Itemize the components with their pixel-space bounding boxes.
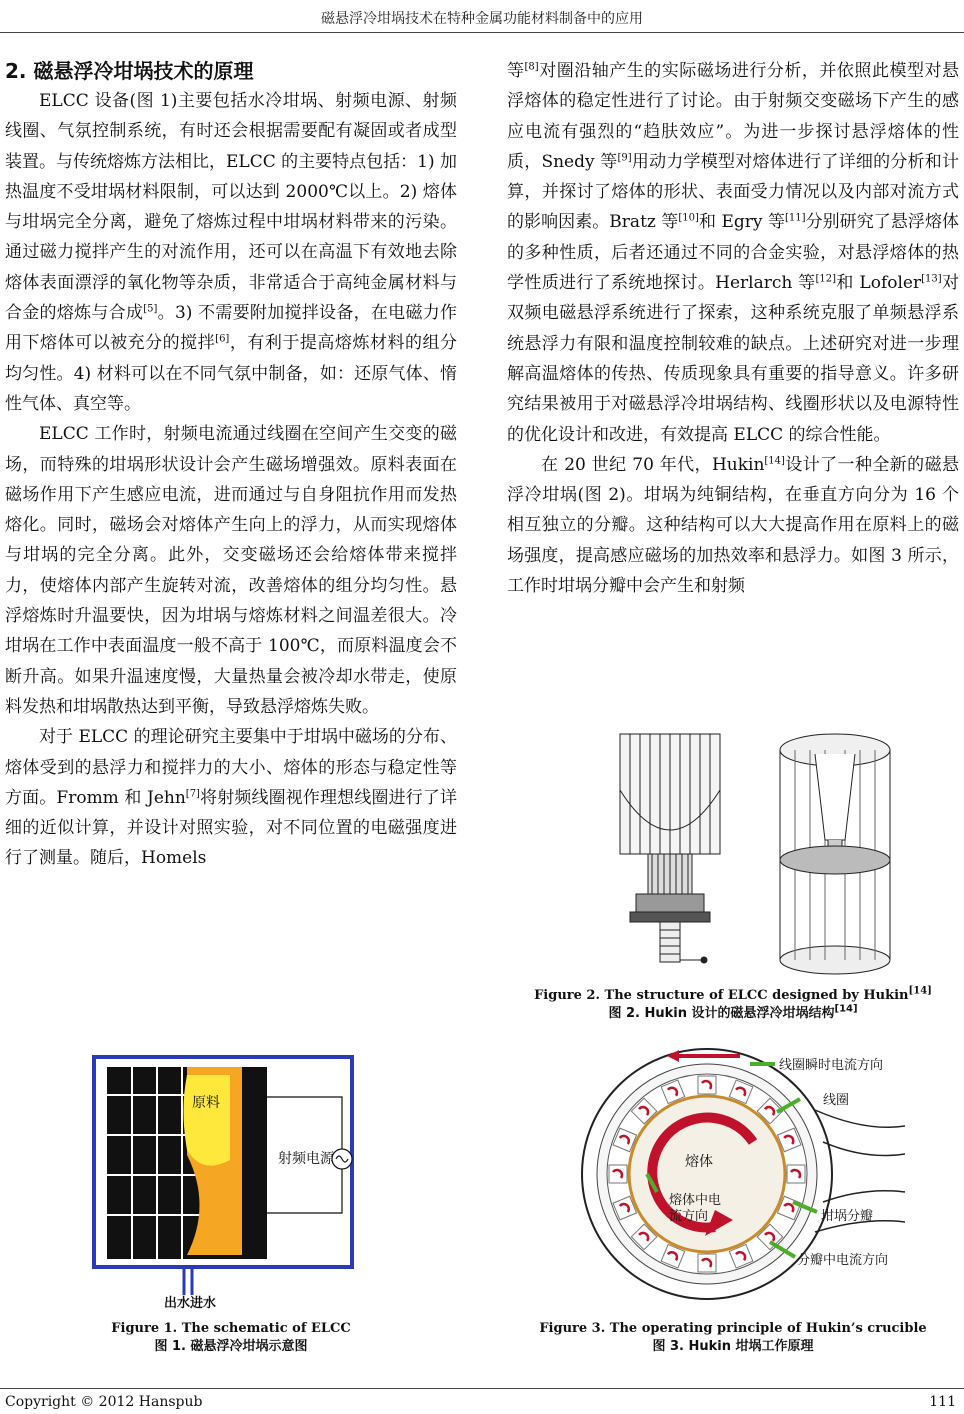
citation: [8] — [524, 61, 539, 73]
citation: [14] — [834, 1003, 858, 1015]
citation: [5] — [143, 303, 158, 315]
citation: [11] — [785, 212, 806, 224]
paragraph-operation: ELCC 工作时，射频电流通过线圈在空间产生交变的磁场，而特殊的坩埚形状设计会产生磁场增强效。原料表面在磁场作用下产生感应电流，进而通过与自身阻抗作用而发热熔化。同时，磁场会对熔体产生向上的浮力，从而实现熔体与坩埚的完全分离。此外，交变磁场还会给熔体带来搅拌力，使熔体内部产生旋转对流，改善熔体的组分均匀性。悬浮熔炼时升温要快，因为坩埚与熔炼材料之间温差很大。冷坩埚在工作中表面温度一般不高于 100℃，而原料温度会不断升高。如果升温速度慢，大量热量会被冷却水带走，使原料发热和坩埚散热达到平衡，导致悬浮熔炼失败。 — [5, 424, 457, 717]
footer-rule — [0, 1388, 964, 1389]
fig3-label-melt-current-1: 熔体中电 — [669, 1193, 722, 1208]
paragraph-hukin: 在 20 世纪 70 年代，Hukin[14]设计了一种全新的磁悬浮冷坩埚(图 2)。坩埚为纯铜结构，在垂直方向分为 16 个相互独立的分瓣。这种结构可以大大提高作用在原料上的磁场强度，提高感应磁场的加热效率和悬浮力。如图 3 所示，工作时坩埚分瓣中会产生和射频 — [507, 454, 959, 597]
left-column — [5, 56, 457, 874]
citation: [14] — [908, 985, 932, 997]
copyright: Copyright © 2012 Hanspub — [5, 1394, 203, 1410]
citation: [14] — [764, 455, 785, 467]
paragraph-research: 等[8]对圈沿轴产生的实际磁场进行分析，并依照此模型对悬浮熔体的稳定性进行了讨论。由于射频交变磁场下产生的感应电流有强烈的“趋肤效应”。为进一步探讨悬浮熔体的性质，Snedy 等[9]用动力学模型对熔体进行了详细的分析和计算，并探讨了熔体的形状、表面受力情况以及内部对流方式的影响因素。Bratz 等[10]和 Egry 等[11]分别研究了悬浮熔体的多种性质，后者还通过不同的合金实验，对悬浮熔体的热学性质进行了系统地探讨。Herlarch 等[12]和 Lofoler[13]对双频电磁悬浮系统进行了探索，这种系统克服了单频悬浮系统悬浮力有限和温度控制较难的缺点。上述研究对进一步理解高温熔体的传热、传质现象具有重要的指导意义。许多研究结果被用于对磁悬浮冷坩埚结构、线圈形状以及电源特性的优化设计和改进，有效提高 ELCC 的综合性能。 — [507, 61, 960, 445]
header-rule — [0, 32, 964, 33]
citation: [13] — [921, 273, 942, 285]
figure2-drawing — [600, 720, 910, 982]
crucible-segment — [698, 1254, 716, 1272]
fig3-label-segment-current: 分瓣中电流方向 — [797, 1253, 889, 1268]
fig1-label-rf: 射频电源 — [278, 1151, 334, 1167]
right-column — [507, 56, 959, 601]
fig3-label-coil: 线圈 — [823, 1093, 850, 1108]
figure1-drawing — [92, 1055, 422, 1310]
crucible-segment — [698, 1076, 716, 1094]
citation: [6] — [215, 333, 230, 345]
section-title: 2. 磁悬浮冷坩埚技术的原理 — [5, 59, 254, 83]
fig1-label-material: 原料 — [192, 1095, 220, 1111]
fig3-label-melt-current-2: 流方向 — [669, 1209, 709, 1224]
figure1-caption: Figure 1. The schematic of ELCC 图 1. 磁悬浮冷坩埚示意图 — [111, 1321, 351, 1354]
page-number: 111 — [929, 1394, 956, 1410]
crucible-segment — [787, 1165, 805, 1183]
running-header: 磁悬浮冷坩埚技术在特种金属功能材料制备中的应用 — [321, 11, 643, 27]
fig3-label-coil-current: 线圈瞬时电流方向 — [779, 1058, 884, 1073]
paragraph-theory: 对于 ELCC 的理论研究主要集中于坩埚中磁场的分布、熔体受到的悬浮力和搅拌力的大小、熔体的形态与稳定性等方面。Fromm 和 Jehn[7]将射频线圈视作理想线圈进行了详细的近似计算，并设计对照实验，对不同位置的电磁强度进行了测量。随后，Homels — [5, 727, 457, 869]
citation: [9] — [617, 152, 632, 164]
material-blob — [184, 1075, 231, 1166]
figure3-caption: Figure 3. The operating principle of Hukin’s crucible 图 3. Hukin 坩埚工作原理 — [539, 1321, 927, 1354]
paragraph-features: ELCC 设备(图 1)主要包括水冷坩埚、射频电源、射频线圈、气氛控制系统，有时还会根据需要配有凝固或者成型装置。与传统熔炼方法相比，ELCC 的主要特点包括：1) 加热温度不受坩埚材料限制，可以达到 2000℃以上。2) 熔体与坩埚完全分离，避免了熔炼过程中坩埚材料带来的污染。通过磁力搅拌产生的对流作用，还可以在高温下有效地去除熔体表面漂浮的氧化物等杂质，非常适合于高纯金属材料与合金的熔炼与合成[5]。3) 不需要附加搅拌设备，在电磁力作用下熔体可以被充分的搅拌[6]，有利于提高熔炼材料的组分均匀性。4) 材料可以在不同气氛中制备，如：还原气体、惰性气体、真空等。 — [5, 91, 458, 414]
citation: [12] — [815, 273, 836, 285]
figure3-drawing — [565, 1042, 905, 1304]
fig3-label-segment: 坩埚分瓣 — [821, 1209, 874, 1224]
citation: [7] — [185, 788, 200, 800]
fig3-label-melt: 熔体 — [685, 1154, 713, 1170]
fig1-label-water: 出水进水 — [164, 1296, 217, 1310]
crucible-segment — [609, 1165, 627, 1183]
figure2-caption: Figure 2. The structure of ELCC designed by Hukin[14] 图 2. Hukin 设计的磁悬浮冷坩埚结构[14] — [534, 985, 932, 1021]
citation: [10] — [678, 212, 699, 224]
